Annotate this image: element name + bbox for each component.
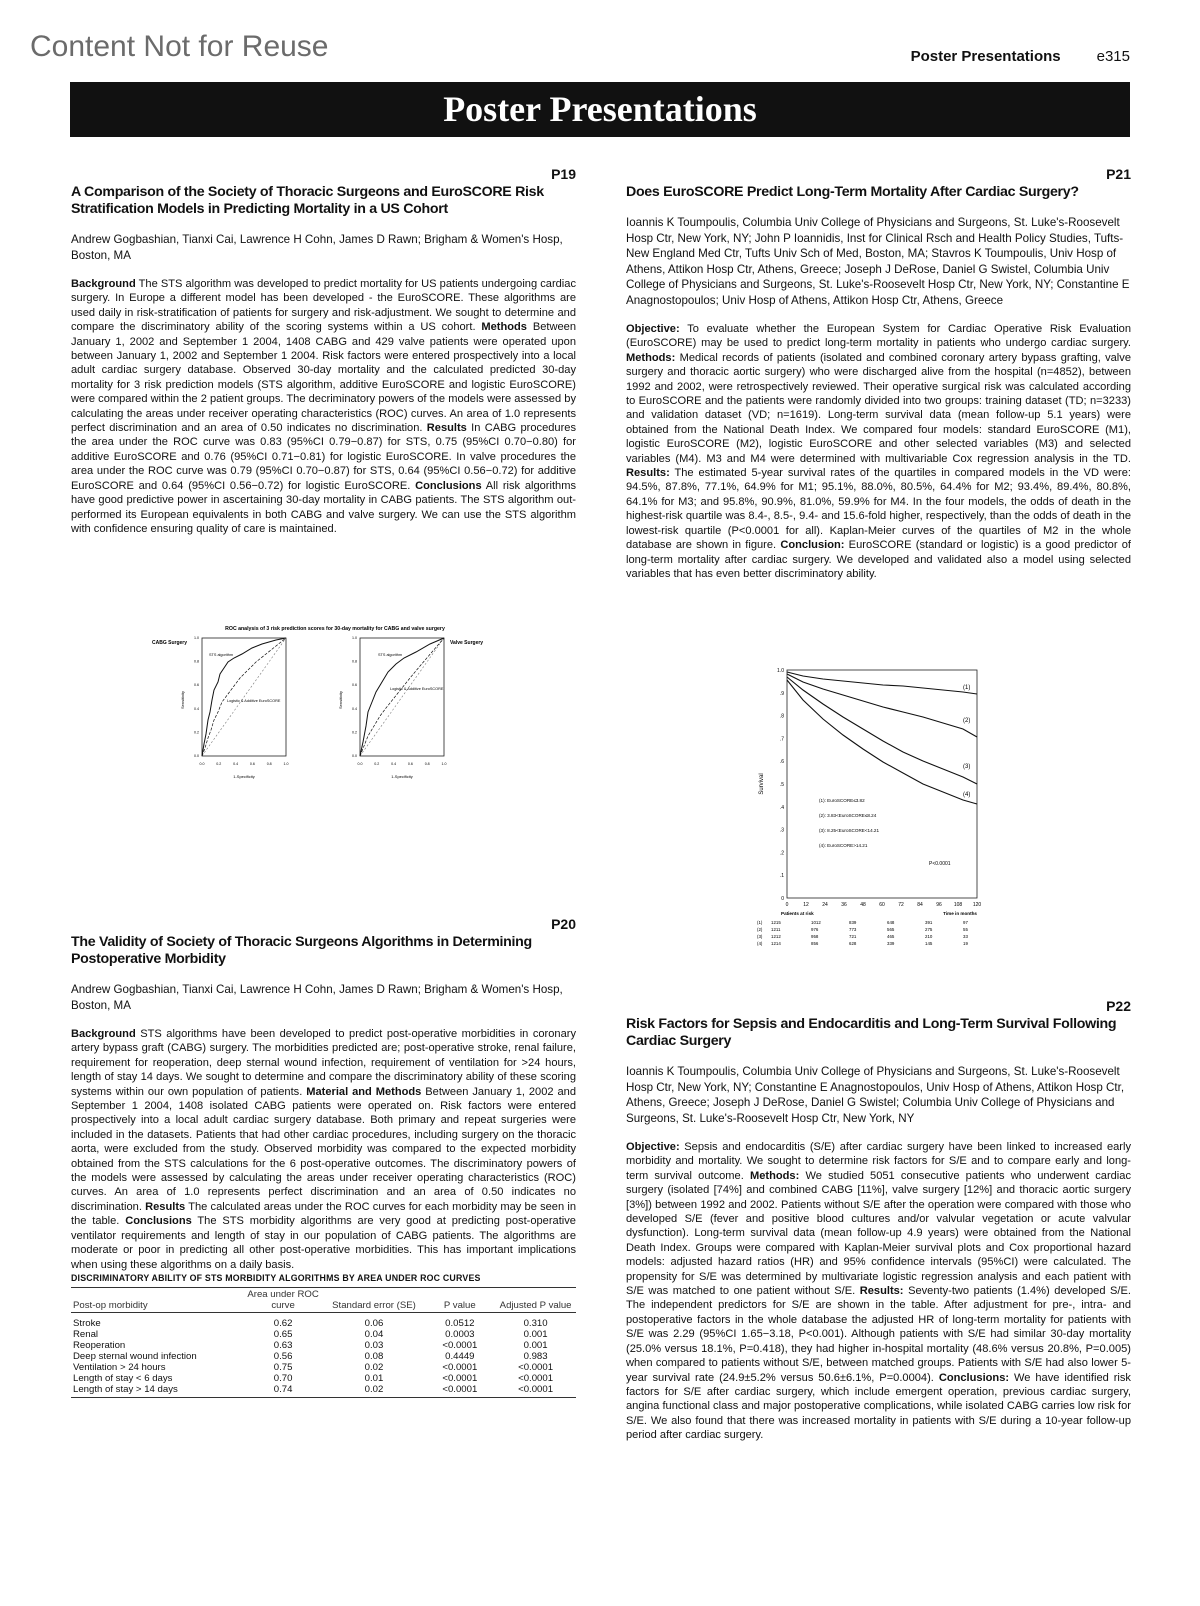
table-cell: Stroke: [73, 1317, 101, 1329]
table-cell: <0.0001: [442, 1339, 478, 1351]
table-cell: <0.0001: [424, 1384, 495, 1398]
roc-xlabel: 1-Specificity: [233, 774, 255, 779]
roc-xtick: 0.0: [199, 762, 205, 766]
km-at-risk-cell: (4): [757, 941, 763, 946]
km-ytick: .7: [779, 736, 784, 743]
text-background: STS algorithms have been developed to predict post-operative morbidities in coronary artery bypass graft (CABG) surgery. The morbidities predicted are; post-operative stroke, renal failure, requirement for reoperation, deep sternal wound infection, requirement of ventilation for >24 hours, length of stay 14 days. We sought to determine and compare the discriminatory ability of these scoring systems within our own population of patients.: [71, 1028, 576, 1098]
table-cell: 0.001: [523, 1328, 548, 1340]
km-at-risk-cell: 145: [925, 941, 933, 946]
km-xtick: 48: [860, 902, 866, 908]
km-at-risk-cell: 275: [925, 927, 933, 932]
km-at-risk-cell: 1214: [771, 941, 781, 946]
km-at-risk-cell: 1212: [771, 934, 781, 939]
table-row: [71, 1351, 576, 1362]
abstract-p22: [626, 998, 1131, 1443]
abstract-body: [626, 322, 1131, 581]
km-at-risk-cell: 1012: [811, 920, 821, 925]
text-methods: Between January 1, 2002 and September 1 2004, 1408 CABG and 429 valve patients were operated upon between January 1, 2002 and September 1 2004. Risk factors were entered prospectively into a local adult cardiac surgery database. Observed 30-day mortality and the calculated predicted 30-day mortality for 3 risk prediction models (STS algorithm, additive EuroSCORE and logistic EuroSCORE) were compared within the 2 patient groups. The decriminatory powers of the models were assessed by calculating the areas under receiver operating characteristics (ROC) curves. An area of 1.0 represents perfect discrimination and an area of 0.50 indicates no discrimination.: [71, 321, 576, 435]
km-at-risk-cell: 721: [849, 934, 857, 939]
roc-xlabel: 1-Specificity: [391, 774, 413, 779]
heading-conclusion: Conclusion:: [780, 539, 845, 552]
roc-xtick: 1.0: [283, 762, 289, 766]
table-cell: 0.56: [273, 1350, 293, 1362]
km-legend: [819, 798, 879, 848]
roc-xtick: 0.0: [357, 762, 363, 766]
text-conclusions: The STS morbidity algorithms are very good at predicting post-operative ventilator requirements and length of stay in our population of CABG patients. The algorithms are moderate or poor in predicting all other post-operative morbidities. This has important implications when using these algorithms on a daily basis.: [71, 1215, 576, 1271]
roc-ytick: 0.0: [352, 754, 357, 758]
heading-results: Results: [145, 1200, 186, 1213]
abstract-id: P22: [1106, 998, 1131, 1014]
km-xlabel: Time in months: [943, 911, 977, 916]
km-legend-item: (1): EuroSCORE≤3.82: [819, 798, 865, 803]
heading-objective: Objective:: [626, 1141, 680, 1153]
text-results: The calculated areas under the ROC curves for each morbidity may be seen in the table.: [71, 1200, 577, 1228]
abstract-title: Does EuroSCORE Predict Long-Term Mortality After Cardiac Surgery?: [626, 184, 1079, 200]
km-at-risk-cell: 391: [925, 920, 933, 925]
table-cell: 0.75: [273, 1361, 293, 1373]
table-cell: 0.0003: [445, 1328, 475, 1340]
roc-ytick: 0.8: [352, 659, 357, 664]
heading-methods: Material and Methods: [306, 1085, 422, 1098]
heading-methods: Methods:: [626, 351, 676, 364]
table-cell: 0.0512: [445, 1317, 475, 1329]
km-ytick: .8: [779, 713, 784, 720]
km-at-risk-cell: 839: [849, 920, 857, 925]
km-xtick: 0: [785, 902, 789, 908]
table-row: [71, 1329, 576, 1340]
km-at-risk-cell: 55: [963, 927, 968, 932]
abstract-id: P21: [1106, 166, 1131, 182]
roc-ytick: 0.2: [352, 730, 357, 735]
km-xtick: 120: [972, 902, 982, 908]
text-conclusions: We have identified risk factors for S/E after cardiac surgery, which include emergent operation, previous cardiac surgery, angina functional class and major postoperative complications, while isolated CABG carries low risk for S/E. We also found that there was increased mortality in patients with S/E during a 10-year follow-up period after cardiac surgery.: [626, 1371, 1131, 1442]
km-ylabel: Survival: [759, 773, 765, 795]
km-legend-item: (2): 3.83<EuroSCORE≤8.24: [819, 813, 877, 818]
table-cell: 0.62: [273, 1317, 293, 1329]
km-curve-label: (4): [963, 792, 971, 798]
table-row: [71, 1340, 576, 1351]
abstract-authors: Ioannis K Toumpoulis, Columbia Univ College of Physicians and Surgeons, St. Luke's-Roosevelt Hosp Ctr, New York, NY; Constantine E Anagnostopoulos, Univ Hosp of Athens, Attikon Hosp Ctr, Athens, Greece; Joseph J DeRose, Daniel G Swistel; Columbia Univ College of Physicians and Surgeons, St. Luke's-Roosevelt Hosp Ctr, New York, NY: [626, 1065, 1125, 1125]
abstract-p21: [626, 166, 1131, 581]
roc-panel-label: CABG Surgery: [152, 640, 188, 646]
text-conclusions: All risk algorithms have good predictive power in ascertaining 30-day mortality in CABG patients. The STS algorithm out-performed its European equivalents in both CABG and valve surgery. We can use the STS algorithm with confidence ensuring quality of care is maintained.: [71, 479, 576, 535]
km-at-risk-cell: 97: [963, 920, 968, 925]
abstract-body: [71, 277, 576, 536]
km-at-risk-cell: 19: [963, 941, 968, 946]
table-cell: 0.74: [243, 1384, 324, 1398]
table-row: [71, 1312, 576, 1329]
heading-methods: Methods:: [749, 1169, 800, 1182]
km-at-risk-cell: 465: [887, 934, 895, 939]
km-xtick: 24: [822, 902, 828, 908]
table-cell: 0.03: [364, 1339, 384, 1351]
table-cell: 0.70: [273, 1372, 293, 1384]
km-at-risk-cell: 648: [887, 920, 895, 925]
abstract-body: [626, 1140, 1131, 1443]
km-legend-item: (3): 8.25<EuroSCORE<14.21: [819, 828, 880, 833]
abstract-p20: [71, 916, 576, 1398]
table-cell: <0.0001: [518, 1372, 554, 1384]
section-banner: Poster Presentations: [70, 82, 1130, 137]
km-at-risk-cell: 628: [849, 941, 857, 946]
km-at-risk-cell: 773: [849, 927, 857, 932]
table-cell: Reoperation: [73, 1339, 126, 1351]
km-at-risk-title: Patients at risk: [781, 911, 814, 916]
heading-objective: Objective:: [626, 323, 680, 335]
roc-euro-label: Logistic & Additive EuroSCORE: [390, 687, 444, 691]
km-at-risk-table: [757, 920, 968, 946]
abstract-title: Risk Factors for Sepsis and Endocarditis and Long-Term Survival Following Cardiac Surgery: [626, 1016, 1117, 1049]
table-cell: Length of stay > 14 days: [71, 1384, 243, 1398]
table-cell: 0.4449: [445, 1350, 475, 1362]
km-at-risk-cell: (1): [757, 920, 763, 925]
table-cell: <0.0001: [518, 1361, 554, 1373]
running-head: [911, 48, 1130, 65]
roc-ylabel: Sensitivity: [180, 690, 185, 710]
table-cell: 0.983: [523, 1350, 548, 1362]
km-ytick: 0: [781, 896, 784, 902]
table-cell: 0.08: [364, 1350, 384, 1362]
table-cell: 0.65: [273, 1328, 293, 1340]
text-results: In CABG procedures the area under the ROC curve was 0.83 (95%CI 0.79−0.87) for STS, 0.75 (95%CI 0.70−0.80) for additive EuroSCORE and 0.76 (95%CI 0.71−0.81) for logistic EuroSCORE. In valve procedures the area under the ROC curve was 0.79 (95%CI 0.70−0.87) for STS, 0.64 (95%CI 0.56−0.72) for additive EuroSCORE and 0.64 (95%CI 0.56−0.72) for logistic EuroSCORE.: [71, 422, 576, 492]
km-at-risk-cell: (3): [757, 934, 763, 939]
km-at-risk-cell: (2): [757, 927, 763, 932]
table-header: Standard error (SE): [323, 1287, 424, 1312]
page-number: e315: [1096, 48, 1130, 65]
km-ytick: .4: [779, 804, 784, 811]
heading-results: Results:: [626, 467, 670, 480]
abstract-title: A Comparison of the Society of Thoracic Surgeons and EuroSCORE Risk Stratification Models in Predicting Mortality in a US Cohort: [71, 184, 544, 217]
text-results: The estimated 5-year survival rates of the quartiles in compared models in the VD were: 94.5%, 87.8%, 77.1%, 64.9% for M1; 95.1%, 88.0%, 80.5%, 64.4% for M2; 93.4%, 89.4%, 80.8%, 64.1% for M3; and 95.8%, 90.9%, 81.0%, 59.9% for M4. In the four models, the odds of death in the highest-risk quartile was 8.4-, 8.5-, 9.4- and 15.6-fold higher, respectively, than the odds of death in the lowest-risk quartile (P<0.0001 for all). Kaplan-Meier curves of the quartiles of M2 in the whole database are shown in figure.: [626, 467, 1131, 552]
km-at-risk-cell: 1215: [771, 920, 781, 925]
roc-ytick: 1.0: [352, 636, 357, 640]
abstract-p19: [71, 166, 576, 536]
km-ytick: .3: [779, 827, 784, 834]
roc-panel-cabg: [152, 636, 289, 779]
km-curve-2: [787, 674, 977, 737]
table-cell: 0.04: [364, 1328, 384, 1340]
roc-euro-label: Logistic & Additive EuroSCORE: [227, 699, 281, 703]
abstract-title: The Validity of Society of Thoracic Surgeons Algorithms in Determining Postoperative Morbidity: [71, 934, 532, 967]
roc-ytick: 0.8: [194, 659, 199, 664]
watermark: Content Not for Reuse: [30, 30, 329, 63]
km-xtick: 96: [936, 902, 942, 908]
text-objective: To evaluate whether the European System for Cardiac Operative Risk Evaluation (EuroSCORE) may be used to predict long-term mortality in patients who undergo cardiac surgery.: [626, 323, 1131, 350]
table-cell: Deep sternal wound infection: [73, 1350, 197, 1362]
table-cell: Renal: [73, 1328, 99, 1340]
km-xtick: 36: [841, 902, 847, 908]
table-header: P value: [424, 1287, 495, 1312]
roc-ytick: 0.4: [352, 706, 357, 711]
km-curve-label: (2): [963, 718, 971, 724]
roc-figure: [150, 622, 490, 800]
table-cell: <0.0001: [442, 1372, 478, 1384]
km-ytick: .1: [779, 873, 784, 880]
text-results: Seventy-two patients (1.4%) developed S/E. The independent predictors for S/E are shown in the table. After adjustment for pre-, intra- and postoperative factors in the whole database the adjusted HR of long-term mortality for patients with S/E was 2.29 (95%CI 1.65−3.18, P<0.001). Although patients with S/E had similar 30-day mortality (25.0% versus 18.1%, P=0.418), they had higher in-hospital mortality (48.6% versus 20.8%, P=0.005) when compared to patients without S/E, between matched groups. Patients with S/E had also lower 5-year survival rate (24.9±5.2% versus 50.6±6.1%, P=0.0004).: [626, 1285, 1131, 1384]
km-at-risk-cell: 976: [811, 927, 819, 932]
table-cell: 0.06: [364, 1317, 384, 1329]
roc-xtick: 0.4: [391, 762, 397, 766]
heading-conclusions: Conclusions: [125, 1215, 192, 1228]
table-row: [71, 1362, 576, 1373]
roc-ytick: 1.0: [194, 636, 199, 640]
abstract-authors: Ioannis K Toumpoulis, Columbia Univ College of Physicians and Surgeons, St. Luke's-Roosevelt Hosp Ctr, New York, NY; John P Ioannidis, Inst for Clinical Rsch and Health Policy Studies, Tufts-New England Med Ctr, Tufts Univ Sch of Med, Boston, MA; Stavros K Toumpoulis, Univ Hosp of Athens, Attikon Hosp Ctr, Athens, Greece; Joseph J DeRose, Daniel G Swistel, Columbia Univ College of Physicians and Surgeons, St. Luke's-Roosevelt Hosp Ctr, New York, NY; Constantine E Anagnostopoulos; Univ Hosp of Athens, Attikon Hosp Ctr, Athens, Greece: [626, 216, 1130, 307]
roc-sts-label: STS algorithm: [209, 653, 234, 657]
km-at-risk-cell: 565: [887, 927, 895, 932]
km-ytick: .6: [779, 759, 784, 766]
heading-conclusions: Conclusions: [415, 479, 482, 492]
heading-results: Results: [426, 422, 467, 435]
table-row: [71, 1373, 576, 1384]
text-methods: Medical records of patients (isolated and combined coronary artery bypass grafting, valve surgery and thoracic aortic surgery) who were discharged alive from the hospital (n=4852), between 1992 and 2002, were retrospectively reviewed. Their operative surgical risk was calculated according to EuroSCORE and the patients were randomly divided into two groups: training dataset (TD; n=3233) and validation dataset (VD; n=1619). Long-term survival data (mean follow-up 5.1 years) were obtained from the National Death Index. We compared four models: standard EuroSCORE (M1), logistic EuroSCORE (M2), logistic EuroSCORE and other selected variables (M3) and selected variables (M4). M3 and M4 were determined with multivariable Cox regression analysis in the TD.: [626, 351, 1131, 465]
km-xtick: 12: [803, 902, 809, 908]
roc-ylabel: Sensitivity: [338, 690, 343, 710]
km-legend-item: (4): EuroSCORE>14.21: [819, 843, 868, 848]
roc-sts-label: STS algorithm: [378, 653, 403, 657]
table-cell: 0.02: [364, 1361, 384, 1373]
roc-ytick: 0.6: [352, 683, 357, 688]
table-cell: 0.310: [523, 1317, 548, 1329]
heading-background: Background: [71, 1028, 136, 1040]
roc-ytick: 0.0: [194, 754, 199, 758]
abstract-id: P20: [551, 916, 576, 932]
table-header: Adjusted P value: [495, 1287, 576, 1312]
km-curve-label: (3): [963, 764, 971, 770]
roc-xtick: 0.8: [424, 762, 430, 766]
table-cell: 0.02: [323, 1384, 424, 1398]
km-xtick: 84: [917, 902, 923, 908]
table-header: Area under ROC curve: [243, 1287, 324, 1312]
km-at-risk-cell: 33: [963, 934, 968, 939]
table-cell: Length of stay < 6 days: [73, 1372, 173, 1384]
table-header-row: [71, 1287, 576, 1312]
roc-xtick: 0.4: [233, 762, 239, 766]
roc-xtick: 0.6: [249, 762, 255, 766]
text-methods: Between January 1, 2002 and September 1 2004, 1408 isolated CABG patients were operated on. Risk factors were entered prospectively into a local adult cardiac surgery database. Both primary and repeat surgeries were included in the datasets. Patients that had other cardiac procedures, including surgery on the thoracic aorta, were excluded from the study. Observed morbidity was compared to the expected morbidity obtained from the STS calculations for the 6 post-operative outcomes. The discriminatory powers of the models were assessed by calculating the areas under receiver operating characteristics (ROC) curves. An area of 1.0 represents perfect discrimination and an area of 0.50 indicates no discrimination.: [71, 1085, 576, 1213]
roc-ytick: 0.4: [194, 706, 199, 711]
km-xtick: 60: [879, 902, 885, 908]
roc-xtick: 0.8: [266, 762, 272, 766]
km-ytick: .9: [779, 690, 784, 697]
abstract-authors: Andrew Gogbashian, Tianxi Cai, Lawrence H Cohn, James D Rawn; Brigham & Women's Hosp, Boston, MA: [71, 233, 563, 262]
text-background: The STS algorithm was developed to predict mortality for US patients undergoing cardiac surgery. In Europe a different model has been developed - the EuroSCORE. These algorithms are used daily in risk-stratification of patients for surgery and risk-adjustment. We sought to determine and compare the discriminatory ability of the scoring systems within a US cohort.: [71, 278, 576, 334]
heading-background: Background: [71, 278, 136, 290]
km-xtick: 72: [898, 902, 904, 908]
km-at-risk-cell: 856: [811, 941, 819, 946]
km-xtick: 108: [953, 902, 963, 908]
roc-ytick: 0.2: [194, 730, 199, 735]
km-at-risk-cell: 339: [887, 941, 895, 946]
roc-xtick: 0.6: [407, 762, 413, 766]
text-conclusion: EuroSCORE (standard or logistic) is a good predictor of long-term mortality after cardiac surgery. We developed and validated also a model using selected variables that has even better discriminatory ability.: [626, 539, 1131, 580]
text-methods: We studied 5051 consecutive patients who underwent cardiac surgery (isolated [74%] and combined CABG [11%], valve surgery [12%] and thoracic aortic surgery [3%]) between 1992 and 2002. Patients without S/E after the operation were compared with those who developed S/E (fever and positive blood cultures and/or valvular vegetation or acute valvular dysfunction). Long-term survival data (mean follow-up 4.9 years) were obtained from the National Death Index. Groups were compared with Kaplan-Meier survival plots and Cox proportional hazard models: adjusted hazard ratios (HR) and 95% confidence intervals (95%CI) were calculated. The propensity for S/E was determined by multivariate logistic regression analysis and each patient with S/E was matched to one patient without S/E.: [626, 1169, 1131, 1298]
table-cell: 0.63: [273, 1339, 293, 1351]
km-ytick: 1.0: [777, 668, 784, 674]
km-ytick: .2: [779, 850, 784, 857]
km-ytick: .5: [779, 782, 784, 788]
table-header: Post-op morbidity: [71, 1287, 243, 1312]
km-pvalue: P<0.0001: [929, 861, 951, 867]
abstract-id: P19: [551, 166, 576, 182]
roc-xtick: 0.2: [216, 762, 222, 766]
roc-panel-valve: [338, 636, 483, 779]
table-cell: 0.01: [364, 1372, 384, 1384]
roc-figure-title: ROC analysis of 3 risk prediction scores for 30-day mortality for CABG and valve surgery: [225, 626, 445, 632]
heading-conclusions: Conclusions:: [938, 1371, 1010, 1384]
text-objective: Sepsis and endocarditis (S/E) after cardiac surgery have been linked to increased early morbidity and mortality. We sought to determine risk factors for S/E and to compare early and long-term survival outcome.: [626, 1141, 1131, 1182]
km-curve-label: (1): [963, 685, 971, 691]
roc-xtick: 0.2: [374, 762, 380, 766]
km-at-risk-cell: 958: [811, 934, 819, 939]
km-curve-1: [787, 672, 977, 694]
table-cell: <0.0001: [495, 1384, 576, 1398]
table-caption: DISCRIMINATORY ABILITY OF STS MORBIDITY ALGORITHMS BY AREA UNDER ROC CURVES: [71, 1272, 481, 1283]
running-head-section: Poster Presentations: [910, 48, 1061, 65]
table-cell: Ventilation > 24 hours: [73, 1361, 166, 1373]
roc-xtick: 1.0: [441, 762, 447, 766]
table-row: [71, 1384, 576, 1398]
abstract-body: [71, 1027, 576, 1272]
roc-ytick: 0.6: [194, 683, 199, 688]
roc-panel-label: Valve Surgery: [450, 640, 484, 646]
km-curve-3: [787, 677, 977, 784]
km-at-risk-cell: 1211: [771, 927, 781, 932]
table-cell: 0.001: [523, 1339, 548, 1351]
kaplan-meier-figure: [753, 662, 983, 962]
heading-results: Results:: [859, 1285, 904, 1298]
morbidity-table: [71, 1287, 576, 1398]
km-at-risk-cell: 210: [925, 934, 933, 939]
abstract-authors: Andrew Gogbashian, Tianxi Cai, Lawrence H Cohn, James D Rawn; Brigham & Women's Hosp, Boston, MA: [71, 983, 563, 1012]
table-cell: <0.0001: [442, 1361, 478, 1373]
heading-methods: Methods: [481, 321, 527, 334]
